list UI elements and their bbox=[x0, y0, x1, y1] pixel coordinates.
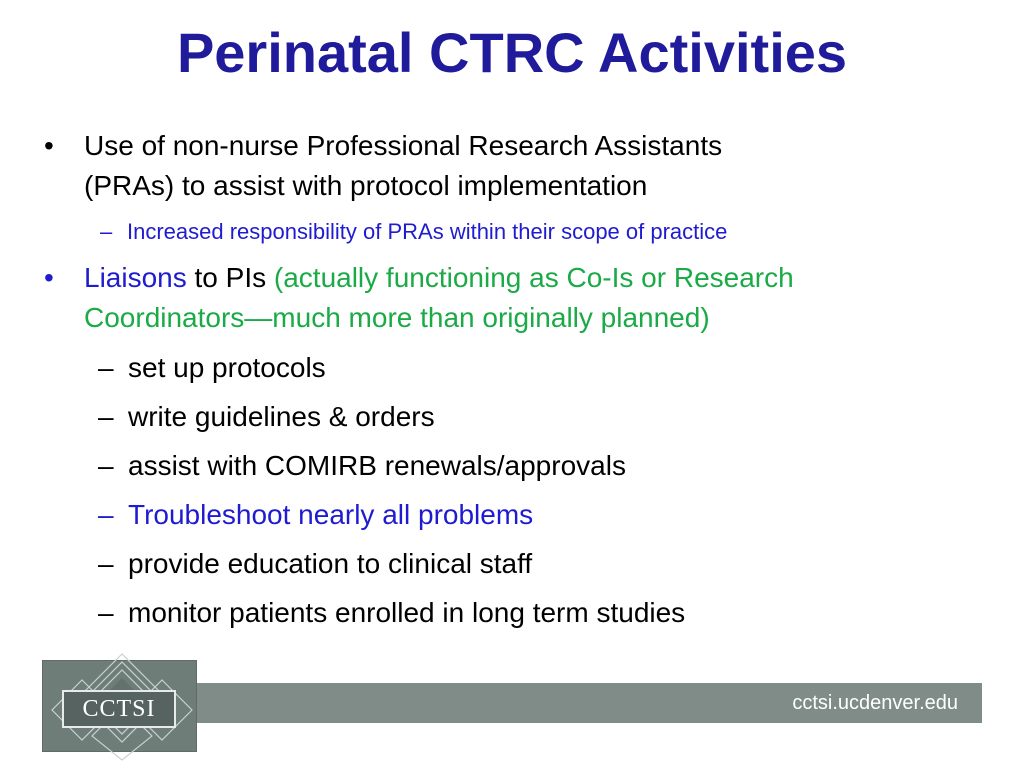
bullet-pras bbox=[44, 126, 974, 206]
sub-bullet-text: Increased responsibility of PRAs within their scope of practice bbox=[127, 219, 728, 244]
dash-marker: – bbox=[98, 499, 114, 530]
dash-marker: – bbox=[98, 352, 114, 383]
sub-bullet-text: write guidelines & orders bbox=[128, 401, 435, 432]
slide-title: Perinatal CTRC Activities bbox=[176, 21, 848, 84]
sub-bullet-pras-responsibility bbox=[100, 218, 980, 246]
liaisons-label: Liaisons bbox=[84, 262, 187, 293]
bullet-liaisons bbox=[44, 258, 974, 338]
sub-bullet-monitor bbox=[98, 595, 978, 631]
sub-bullet-text: set up protocols bbox=[128, 352, 326, 383]
bullet-marker: • bbox=[44, 130, 54, 161]
dash-marker: – bbox=[98, 548, 114, 579]
sub-bullet-text: Troubleshoot nearly all problems bbox=[128, 499, 534, 530]
cctsi-logo-label: CCTSI bbox=[62, 690, 176, 728]
footer-bar bbox=[140, 683, 982, 723]
bullet-text bbox=[84, 258, 974, 338]
bullet-line: Use of non-nurse Professional Research Assistants bbox=[84, 130, 723, 161]
sub-bullet-education bbox=[98, 546, 978, 582]
bullet-text bbox=[84, 126, 974, 206]
dash-marker: – bbox=[98, 597, 114, 628]
sub-bullet-text: assist with COMIRB renewals/approvals bbox=[128, 450, 626, 481]
sub-bullet-text: provide education to clinical staff bbox=[128, 548, 533, 579]
co-is-note-cont: Coordinators—much more than originally planned) bbox=[84, 302, 710, 333]
to-pis-label: to PIs bbox=[186, 262, 274, 293]
sub-bullet-guidelines bbox=[98, 399, 978, 435]
co-is-note: (actually functioning as Co-Is or Research bbox=[273, 262, 794, 293]
bullet-marker: • bbox=[44, 262, 54, 293]
sub-bullet-text: monitor patients enrolled in long term studies bbox=[128, 597, 686, 628]
dash-marker: – bbox=[100, 219, 113, 244]
dash-marker: – bbox=[98, 401, 114, 432]
footer-url[interactable]: cctsi.ucdenver.edu bbox=[792, 692, 958, 714]
sub-bullet-troubleshoot bbox=[98, 497, 978, 533]
bullet-line: (PRAs) to assist with protocol implementation bbox=[84, 170, 648, 201]
sub-bullet-setup-protocols bbox=[98, 350, 978, 386]
sub-bullet-comirb bbox=[98, 448, 978, 484]
dash-marker: – bbox=[98, 450, 114, 481]
